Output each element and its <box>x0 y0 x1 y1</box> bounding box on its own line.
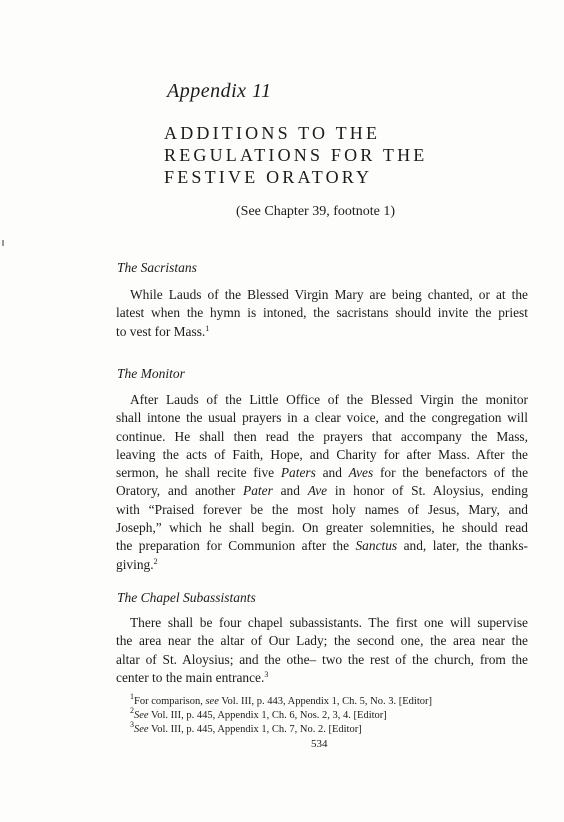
footnote-ref: 3 <box>264 669 269 679</box>
section-title-monitor: The Monitor <box>117 366 185 381</box>
text-line: sermon, he shall recite five Paters and Aves for the benefactors of the <box>116 465 529 481</box>
heading-line-3: FESTIVE ORATORY <box>164 167 373 187</box>
footnote-1: $^1$For comparison, see Vol. III, p. 443, Appendix 1, Ch. 5, No. 3. [Editor] <box>130 692 432 707</box>
text-line: the area near the altar of Our Lady; the second one, the area near the <box>116 633 528 649</box>
section-title-sacristans: The Sacristans <box>117 260 197 275</box>
text-line: There shall be four chapel subassistants. The first one will supervise <box>130 615 528 630</box>
text-line: Joseph,” which he shall begin. On greater solemnities, he should read <box>116 520 528 536</box>
chapter-reference: (See Chapter 39, footnote 1) <box>236 204 396 219</box>
text-line: continue. He shall then read the prayers that accompany the Mass, <box>116 428 528 444</box>
paragraph-subassistants <box>116 614 528 687</box>
text-line: After Lauds of the Little Office of the Blessed Virgin the monitor <box>130 392 528 407</box>
text-line: to vest for Mass.$^1$ <box>116 323 210 339</box>
paragraph-monitor <box>116 391 528 574</box>
footnote-ref: 1 <box>205 323 210 333</box>
text-line: shall intone the usual prayers in a clear voice, and the congregation will <box>116 410 528 426</box>
text-line: altar of St. Aloysius; and the othe– two the rest of the church, from the <box>116 651 528 667</box>
paragraph-sacristans <box>116 286 528 341</box>
text-line: with “Praised forever be the most holy names of Jesus, Mary, and <box>116 501 528 517</box>
scan-speck <box>2 240 4 246</box>
heading-line-2: REGULATIONS FOR THE <box>164 145 428 165</box>
text-line: leaving the acts of Faith, Hope, and Charity for after Mass. After the <box>116 446 528 462</box>
footnote-3: $^3$See Vol. III, p. 445, Appendix 1, Ch. 7, No. 2. [Editor] <box>130 720 362 735</box>
chapter-heading <box>164 122 427 188</box>
text-line: Oratory, and another Pater and Ave in honor of St. Aloysius, ending <box>116 483 528 499</box>
footnote-ref: 2 <box>153 556 158 566</box>
heading-line-1: ADDITIONS TO THE <box>164 123 381 143</box>
section-title-subassistants: The Chapel Subassistants <box>117 590 256 605</box>
text-line: While Lauds of the Blessed Virgin Mary are being chanted, or at the <box>130 287 528 302</box>
footnotes <box>130 692 432 737</box>
text-line: latest when the hymn is intoned, the sacristans should invite the priest <box>116 305 528 321</box>
footnote-2: $^2$See Vol. III, p. 445, Appendix 1, Ch. 6, Nos. 2, 3, 4. [Editor] <box>130 706 387 721</box>
text-line: the preparation for Communion after the Sanctus and, later, the thanks- <box>116 538 528 554</box>
text-line: center to the main entrance.$^3$ <box>116 669 269 685</box>
text-line: giving.$^2$ <box>116 556 158 572</box>
page-number: 534 <box>311 738 328 750</box>
appendix-title: Appendix 11 <box>167 80 272 102</box>
